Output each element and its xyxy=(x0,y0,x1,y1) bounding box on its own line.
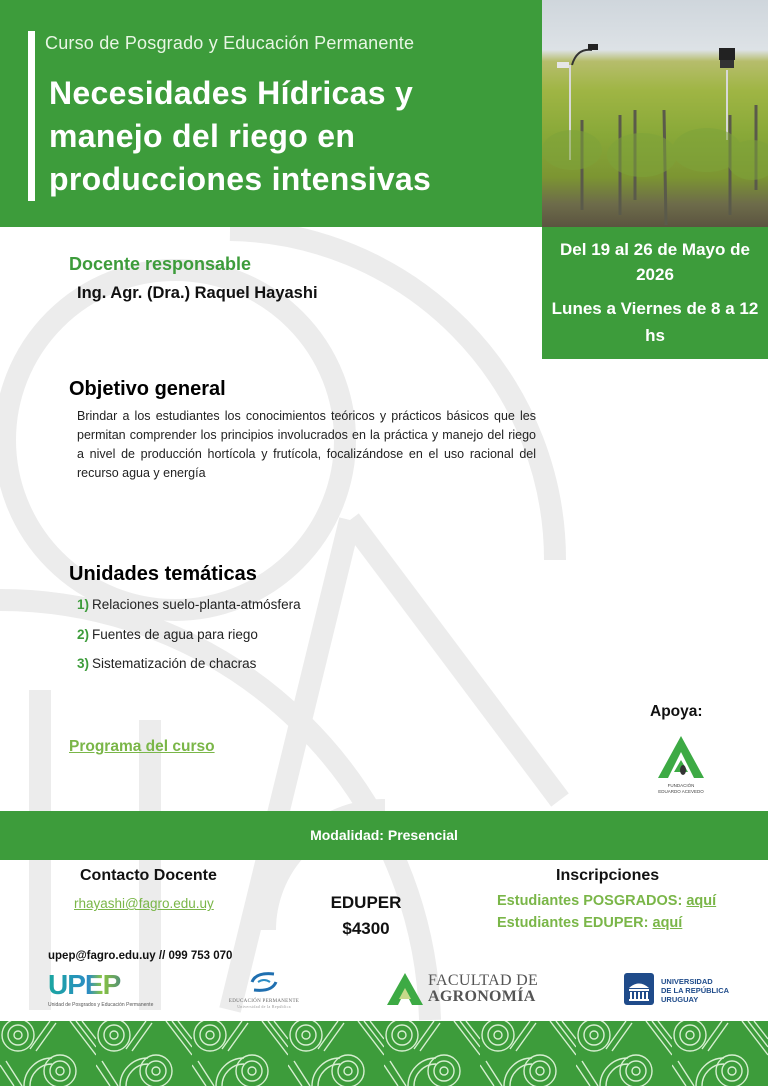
price-label: EDUPER xyxy=(330,893,402,912)
objetivo-heading: Objetivo general xyxy=(69,378,226,400)
header-accent-bar xyxy=(28,31,35,201)
fagro-a-icon xyxy=(386,972,424,1006)
unidad-item xyxy=(77,627,301,657)
educacion-permanente-text: EDUCACIÓN PERMANENTE xyxy=(228,999,300,1004)
unidad-number: 3) xyxy=(77,656,90,671)
udelar-building-icon xyxy=(624,973,654,1005)
inscripcion-eduper xyxy=(497,915,682,931)
upep-wordmark: UPEP xyxy=(48,970,138,1000)
fundacion-logo-line1: FUNDACIÓN xyxy=(667,783,695,788)
fundacion-eduardo-acevedo-logo xyxy=(646,732,716,798)
circles-pattern-icon xyxy=(0,1021,768,1086)
udelar-wordmark xyxy=(661,977,729,1004)
footer-decorative-pattern xyxy=(0,1021,768,1086)
fagro-line1: FACULTAD DE xyxy=(428,972,539,989)
unidades-heading: Unidades temáticas xyxy=(69,563,257,585)
udelar-logo xyxy=(624,973,734,1007)
header-banner xyxy=(0,0,542,227)
inscripcion-eduper-link[interactable]: aquí xyxy=(652,915,683,931)
educacion-permanente-subtext: Universidad de la República xyxy=(237,1004,291,1009)
unidad-item xyxy=(77,597,301,627)
contacto-heading: Contacto Docente xyxy=(80,867,217,884)
docente-heading: Docente responsable xyxy=(69,254,252,274)
unidad-number: 2) xyxy=(77,626,90,642)
udelar-line3: URUGUAY xyxy=(661,995,699,1004)
price-block xyxy=(318,890,414,942)
inscripcion-posgrados xyxy=(497,893,716,909)
price-amount: $4300 xyxy=(342,919,390,938)
upep-logo xyxy=(48,969,154,1010)
unidades-list xyxy=(77,597,301,686)
inscripcion-label: Estudiantes POSGRADOS: xyxy=(497,893,687,909)
inscripciones-heading: Inscripciones xyxy=(556,867,660,884)
upep-contact-info: upep@fagro.edu.uy // 099 753 070 xyxy=(48,950,233,962)
unidad-label: Relaciones suelo-planta-atmósfera xyxy=(92,597,301,612)
unidad-item xyxy=(77,656,301,686)
objetivo-text: Brindar a los estudiantes los conocimientos teóricos y prácticos básicos que les permitan comprender los principios involucrados en la práctica y manejo del riego a nivel de producción hortícola y frutícola, focalizándose en el uso racional del recurso agua y energía xyxy=(77,409,536,480)
fundacion-a-icon xyxy=(646,732,716,798)
vineyard-photo-icon xyxy=(542,0,768,227)
course-schedule: Lunes a Viernes de 8 a 12 hs xyxy=(551,299,759,345)
course-title: Necesidades Hídricas y manejo del riego en producciones intensivas xyxy=(49,75,432,197)
unidad-label: Fuentes de agua para riego xyxy=(92,626,258,642)
apoya-label: Apoya: xyxy=(650,703,703,720)
course-type-label: Curso de Posgrado y Educación Permanente xyxy=(45,33,415,53)
educacion-permanente-swirl-icon xyxy=(244,970,284,994)
vineyard-photo xyxy=(542,0,768,227)
fagro-line2: AGRONOMÍA xyxy=(428,988,536,1005)
facultad-agronomia-logo xyxy=(386,972,546,1008)
inscripcion-label: Estudiantes EDUPER: xyxy=(497,915,653,931)
upep-subtitle: Unidad de Posgrados y Educación Permanente xyxy=(48,1002,154,1008)
udelar-line1: UNIVERSIDAD xyxy=(661,977,713,986)
course-dates: Del 19 al 26 de Mayo de 2026 xyxy=(560,240,750,284)
unidad-number: 1) xyxy=(77,597,90,612)
schedule-box xyxy=(542,227,768,359)
program-link[interactable]: Programa del curso xyxy=(69,738,215,755)
inscripcion-posgrados-link[interactable]: aquí xyxy=(686,893,717,909)
contacto-email-link[interactable]: rhayashi@fagro.edu.uy xyxy=(74,896,214,911)
educacion-permanente-logo xyxy=(226,970,302,1010)
modalidad-banner: Modalidad: Presencial xyxy=(0,811,768,860)
fundacion-logo-line2: EDUARDO ACEVEDO xyxy=(658,789,704,794)
unidad-label: Sistematización de chacras xyxy=(92,656,257,671)
udelar-line2: DE LA REPÚBLICA xyxy=(661,986,730,995)
fagro-wordmark xyxy=(428,973,538,1005)
docente-name: Ing. Agr. (Dra.) Raquel Hayashi xyxy=(77,284,318,302)
